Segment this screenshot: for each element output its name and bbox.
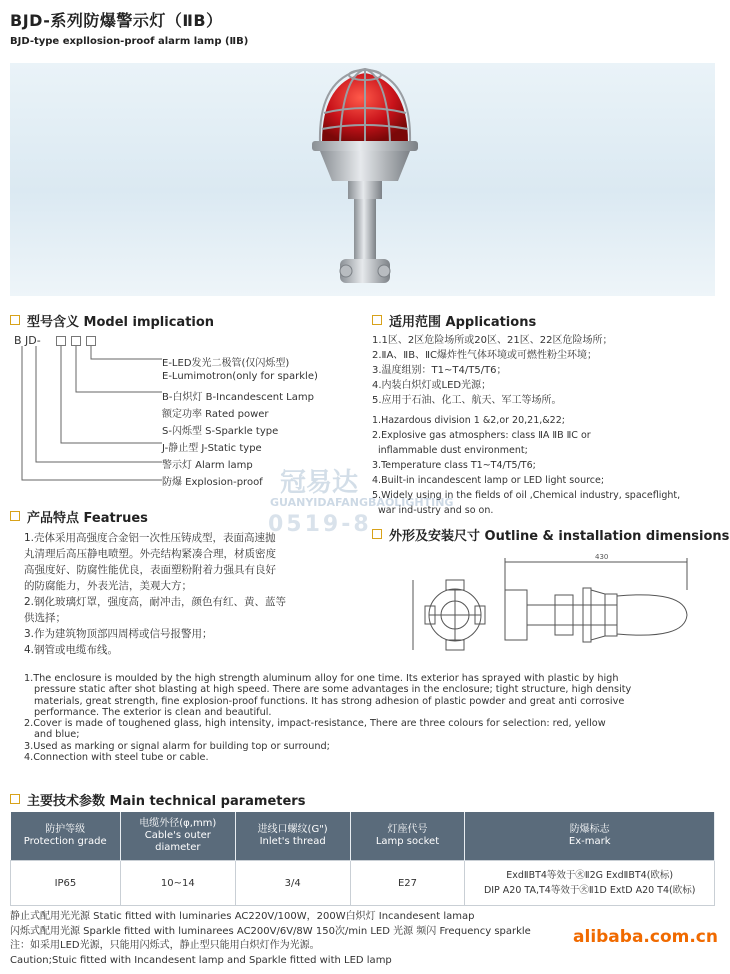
note-line: 注：如采用LED光源，只能用闪烁式，静止型只能用白炽灯作为光源。 [10, 940, 320, 951]
feat-cn-line: 高强度好、防腐性能优良，表面塑粉附着力强具有良好 [24, 564, 276, 576]
feat-cn-line: 丸清理后高压静电喷塑。外壳结构紧凑合理，材质密度 [24, 548, 276, 560]
app-cn-line: 4.内装白炽灯或LED光源； [372, 380, 492, 391]
model-label-alarm: 警示灯 Alarm lamp [162, 460, 253, 471]
bullet-square-icon [372, 529, 382, 539]
exmark-line: DIP A20 TA,T4等效于㊋Ⅱ1D ExtD A20 T4(欧标) [483, 885, 696, 896]
app-en-line: 5.Widely using in the fields of oil ,Chemical industry, spaceflight, [372, 490, 681, 501]
feat-en-line: performance. The exterior is clean and beautiful. [34, 706, 272, 718]
watermark-en: GUANYIDAFANGBAOLIGHTING [270, 496, 454, 509]
bullet-square-icon [10, 794, 20, 804]
params-table-wrap [10, 812, 715, 906]
applications-cn [372, 333, 722, 408]
table-row [11, 861, 715, 906]
col-header: 灯座代号 Lamp socket [350, 812, 465, 861]
model-label-sparkle: S-闪烁型 S-Sparkle type [162, 426, 279, 437]
features-en [24, 673, 724, 763]
feat-cn-line: 的防腐能力，外表光洁，美观大方； [24, 580, 192, 592]
feat-cn-line: 3.作为建筑物顶部四周樗或信号报警用； [24, 628, 213, 640]
params-heading: 主要技术参数 Main technical parameters [10, 790, 305, 809]
model-heading: 型号含义 Model implication [10, 311, 214, 330]
feat-en-line: 4.Connection with steel tube or cable. [24, 752, 209, 764]
alarm-lamp-image [10, 63, 715, 296]
feat-cn-line: 供选择； [24, 612, 66, 624]
outline-dimension: 430 [595, 553, 609, 561]
app-cn-line: 2.ⅡA、ⅡB、ⅡC爆炸性气体环境或可燃性粉尘环境； [372, 350, 597, 361]
table-cell: E27 [350, 861, 465, 906]
model-label-incandescent: B-白炽灯 B-Incandescent Lamp [162, 392, 314, 403]
app-cn-line: 5.应用于石油、化工、航天、军工等场所。 [372, 395, 562, 406]
col-header: 防护等级 Protection grade [11, 812, 121, 861]
watermark-cn: 冠易达 [280, 468, 359, 498]
model-label-led: E-LED发光二极管(仅闪烁型) [162, 358, 290, 369]
outline-drawing [405, 550, 715, 660]
note-line: Caution;Stuic fitted with Incandesent lamp and Sparkle fitted with LED lamp [10, 954, 392, 966]
outline-heading: 外形及安装尺寸 Outline & installation dimensions [372, 525, 729, 544]
bullet-square-icon [10, 511, 20, 521]
feat-en-line: 3.Used as marking or signal alarm for building top or surround; [24, 740, 330, 752]
table-cell: IP65 [11, 861, 121, 906]
model-label-static: J-静止型 J-Static type [162, 443, 262, 454]
app-cn-line: 3.温度组别：T1~T4/T5/T6； [372, 365, 507, 376]
feat-en-line: and blue; [34, 729, 80, 741]
col-header: 电缆外径(φ,mm) Cable's outer diameter [120, 812, 235, 861]
model-label-power: 额定功率 Rated power [162, 409, 269, 420]
feat-cn-line: 4.钢管或电缆布线。 [24, 644, 119, 656]
applications-heading: 适用范围 Applications [372, 311, 536, 330]
feat-en-line: 1.The enclosure is moulded by the high strength aluminum alloy for one time. Its exterior has sprayed with plastic by high [24, 673, 619, 684]
features-heading: 产品特点 Featrues [10, 507, 148, 526]
app-en-line: 3.Temperature class T1~T4/T5/T6; [372, 460, 536, 471]
features-cn [24, 530, 369, 658]
app-en-line: 2.Explosive gas atmosphers: class ⅡA ⅡB ⅡC or [372, 430, 591, 441]
bullet-square-icon [10, 315, 20, 325]
applications-en [372, 413, 722, 518]
app-en-line: war ind-ustry and so on. [378, 505, 494, 516]
app-en-line: 1.Hazardous division 1 &2,or 20,21,&22; [372, 415, 565, 426]
table-header-row [11, 812, 715, 861]
page-title: BJD-系列防爆警示灯（ⅡB） [10, 11, 223, 30]
product-banner [10, 63, 715, 296]
model-diagram [14, 334, 354, 494]
col-header: 防爆标志 Ex-mark [465, 812, 715, 861]
feat-en-line: materials, great strength, fine explosion-proof functions. It has strong adhesion of plastic powder and great anti corrosive [34, 695, 625, 707]
exmark-line: ExdⅡBT4等效于㊋Ⅱ2G ExdⅡBT4(欧标) [506, 870, 674, 881]
app-cn-line: 1.1区、2区危险场所或20区、21区、22区危险场所； [372, 335, 613, 346]
note-line: 静止式配用光光源 Static fitted with luminaries AC220V/100W，200W白炽灯 Incandesent lamap [10, 911, 475, 922]
note-line: 闪烁式配用光源 Sparkle fitted with luminarees AC200V/6V/8W 150次/min LED 光源 频闪 Frequency sparkle [10, 925, 531, 937]
col-header: 进线口螺纹(G") Inlet's thread [235, 812, 350, 861]
app-en-line: inflammable dust environment; [378, 445, 528, 456]
model-label-lumimotron: E-Lumimotron(only for sparkle) [162, 371, 318, 382]
page-subtitle: BJD-type expllosion-proof alarm lamp (ⅡB) [10, 36, 249, 47]
model-leader-lines [14, 334, 164, 494]
model-code: B JD- [14, 334, 41, 347]
table-cell [465, 861, 715, 906]
bullet-square-icon [372, 315, 382, 325]
watermark-phone: 0519-8 [268, 512, 372, 537]
feat-en-line: 2.Cover is made of toughened glass, high intensity, impact-resistance, There are three colours for selection: red, yellow [24, 718, 606, 730]
app-en-line: 4.Built-in incandescent lamp or LED light source; [372, 475, 605, 486]
table-cell: 3/4 [235, 861, 350, 906]
feat-en-line: pressure static after shot blasting at high speed. There are some advantages in the enclosure; tight structure, high density [34, 684, 632, 696]
feat-cn-line: 2.钢化玻璃灯罩，强度高，耐冲击，颜色有红、黄、蓝等 [24, 596, 287, 608]
feat-cn-line: 1.壳体采用高强度合金铝一次性压铸成型，表面高速抛 [24, 532, 276, 544]
params-table [10, 812, 715, 906]
table-cell: 10~14 [120, 861, 235, 906]
model-label-explosion-proof: 防爆 Explosion-proof [162, 477, 263, 488]
alibaba-watermark: alibaba.com.cn [573, 927, 718, 947]
